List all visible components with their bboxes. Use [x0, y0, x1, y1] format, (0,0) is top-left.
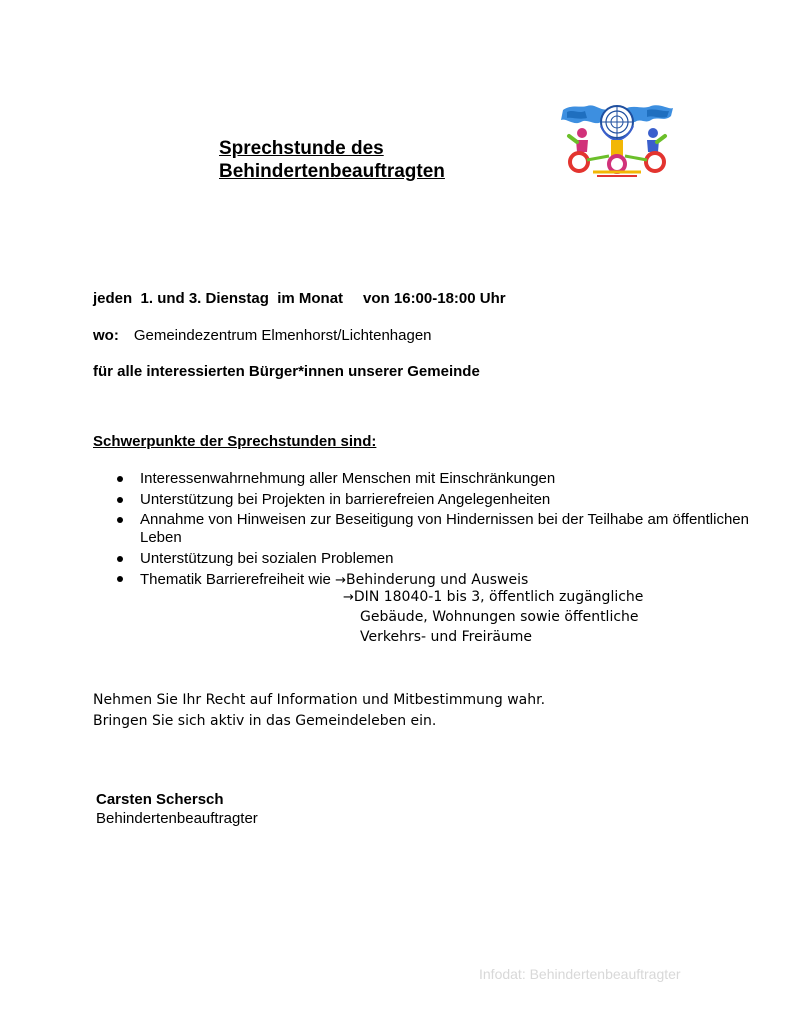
topic-din-cont-2: Verkehrs- und Freiräume [360, 629, 533, 645]
location-line [93, 327, 432, 344]
signature-role: Behindertenbeauftragter [96, 810, 258, 827]
audience-line: für alle interessierten Bürger*innen unserer Gemeinde [93, 363, 480, 380]
focus-list [113, 470, 753, 593]
arrow-right-icon: → [335, 573, 346, 588]
signature [96, 790, 258, 828]
title-line-2: Behindertenbeauftragten [219, 161, 445, 182]
list-item: Unterstützung bei sozialen Problemen [113, 550, 753, 568]
list-item: Interessenwahrnehmung aller Menschen mit Einschränkungen [113, 470, 753, 488]
closing-text [93, 690, 545, 732]
schedule-days: jeden 1. und 3. Dienstag im Monat [93, 290, 344, 307]
location-value: Gemeindezentrum Elmenhorst/Lichtenhagen [133, 327, 432, 344]
closing-line-2: Bringen Sie sich aktiv in das Gemeindeleben ein. [93, 713, 437, 729]
page-title [219, 137, 445, 183]
signature-name: Carsten Schersch [96, 791, 224, 808]
accessibility-topic-label: Thematik Barrierefreiheit wie [140, 571, 336, 588]
topic-disability-id: Behinderung und Ausweis [345, 572, 529, 588]
section-heading: Schwerpunkte der Sprechstunden sind: [93, 433, 377, 450]
schedule-line [93, 290, 506, 307]
title-line-1: Sprechstunde des [219, 138, 384, 159]
list-item: Unterstützung bei Projekten in barrierefreien Angelegenheiten [113, 491, 753, 509]
arrow-right-icon: → [343, 590, 354, 605]
closing-line-1: Nehmen Sie Ihr Recht auf Information und Mitbestimmung wahr. [93, 692, 546, 708]
topic-din: DIN 18040-1 bis 3, öffentlich zugängliche [353, 589, 644, 605]
list-item: Annahme von Hinweisen zur Beseitigung von Hindernissen bei der Teilhabe am öffentlichen Leben [113, 511, 753, 547]
un-emblem-wheelchair-logo-icon [557, 100, 677, 182]
schedule-time: von 16:00-18:00 Uhr [363, 290, 506, 307]
topic-din-cont-1: Gebäude, Wohnungen sowie öffentliche [360, 609, 639, 625]
location-label: wo: [93, 327, 119, 344]
topic-din-line [343, 587, 643, 609]
footer-note: Infodat: Behindertenbeauftragter [479, 966, 681, 982]
